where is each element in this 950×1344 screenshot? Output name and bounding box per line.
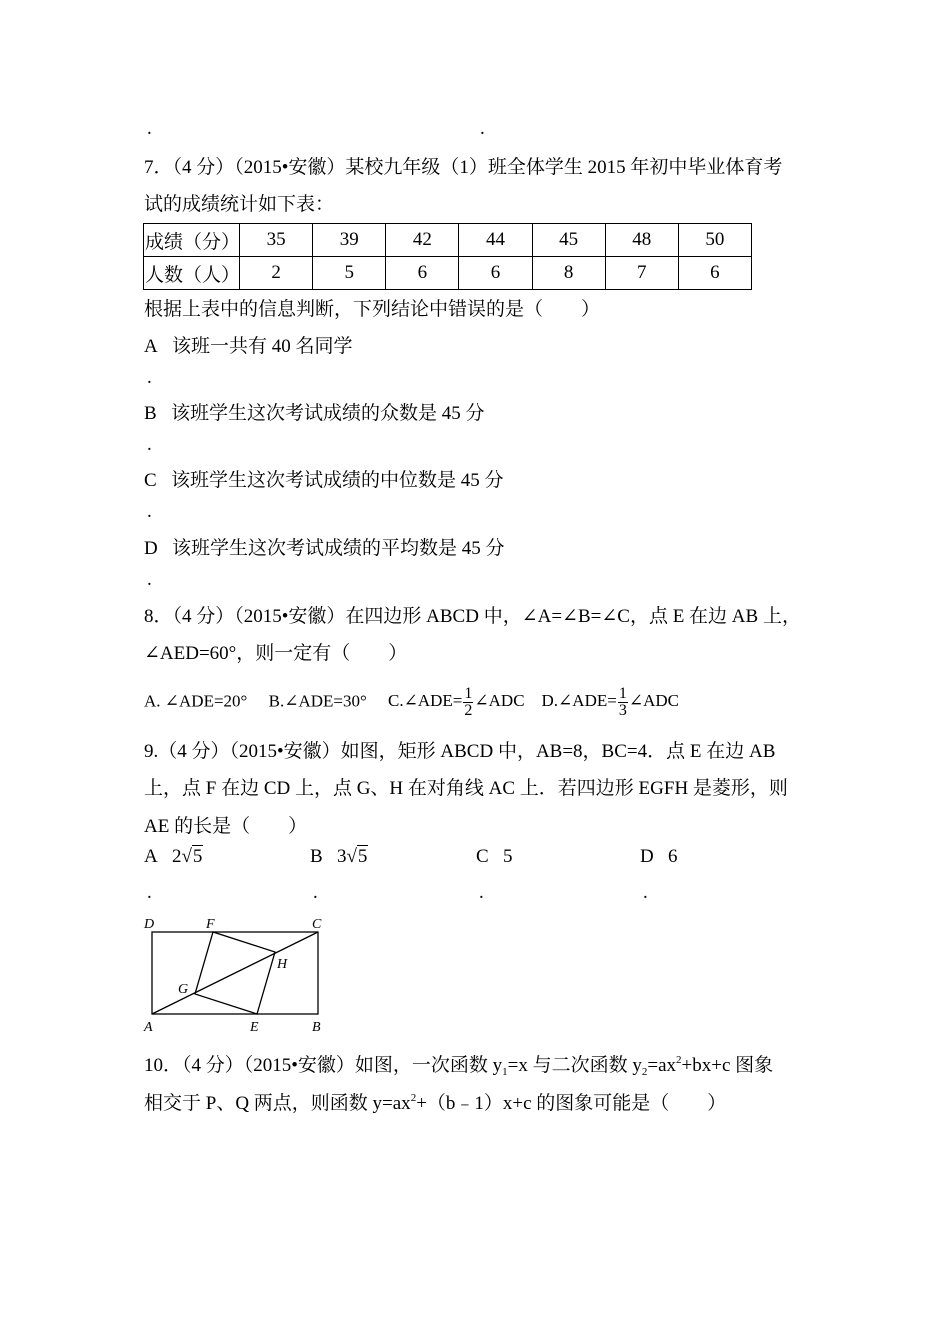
q9-option-a[interactable]	[144, 846, 203, 868]
table-row-scores	[144, 224, 752, 257]
q10-stem-line2	[144, 1088, 726, 1115]
label-b: B	[312, 1020, 321, 1035]
text-run: +bx+c 图象	[681, 1055, 774, 1076]
q7-stem-line1: 7．（4 分）（2015•安徽）某校九年级（1）班全体学生 2015 年初中毕业体育考	[144, 157, 783, 178]
fraction	[463, 686, 473, 719]
q7-option-a[interactable]	[144, 331, 353, 358]
option-dot: .	[147, 367, 152, 388]
table-header-score: 成绩（分）	[144, 224, 240, 257]
label-f: F	[206, 917, 215, 932]
q7-option-c[interactable]	[144, 465, 503, 492]
subscript: 2	[641, 1066, 648, 1078]
label-a: A	[144, 1020, 153, 1035]
option-coef: 2	[171, 846, 182, 867]
q8-options	[144, 686, 679, 719]
text-run: =ax	[647, 1055, 677, 1076]
option-prefix: D.∠ADE=	[541, 691, 617, 711]
option-dot: .	[147, 882, 152, 903]
option-radicand: 5	[357, 846, 368, 867]
table-cell: 48	[605, 224, 678, 257]
q8-option-a[interactable]: A. ∠ADE=20°	[144, 691, 248, 711]
table-header-count: 人数（人）	[144, 257, 240, 290]
option-prefix: C.∠ADE=	[388, 691, 463, 711]
table-row-counts	[144, 257, 752, 290]
fraction-denominator: 2	[464, 702, 473, 719]
table-cell: 42	[386, 224, 459, 257]
q7-option-d[interactable]	[144, 533, 505, 560]
stray-dot: .	[147, 118, 152, 139]
q9-option-c[interactable]	[476, 846, 512, 868]
table-cell: 45	[532, 224, 605, 257]
text-run: 相交于 P、Q 两点，则函数 y=ax	[144, 1093, 411, 1114]
table-cell: 8	[532, 257, 605, 290]
superscript: 2	[410, 1092, 417, 1104]
text-run: 10．（4 分）（2015•安徽）如图，一次函数 y	[144, 1055, 503, 1076]
option-letter: A	[144, 336, 158, 357]
option-letter: D	[144, 538, 158, 559]
fraction	[618, 686, 628, 719]
label-e: E	[250, 1020, 259, 1035]
option-text: 该班学生这次考试成绩的众数是 45 分	[170, 403, 485, 424]
fraction-numerator: 1	[618, 685, 627, 702]
option-suffix: ∠ADC	[628, 691, 679, 711]
table-cell: 39	[313, 224, 386, 257]
subscript: 1	[502, 1066, 508, 1078]
option-text: 该班学生这次考试成绩的中位数是 45 分	[170, 470, 504, 491]
option-text: 该班一共有 40 名同学	[171, 336, 353, 357]
q7-stem-line2: 试的成绩统计如下表：	[144, 194, 335, 215]
fraction-denominator: 3	[618, 702, 627, 719]
option-dot: .	[147, 501, 152, 522]
option-letter: C	[476, 846, 489, 867]
table-cell: 6	[386, 257, 459, 290]
q7-score-table	[143, 223, 752, 290]
option-text: 该班学生这次考试成绩的平均数是 45 分	[171, 538, 505, 559]
q8-option-d[interactable]	[541, 685, 679, 719]
option-dot: .	[147, 569, 152, 590]
q10-stem-line1	[144, 1050, 773, 1078]
label-g: G	[178, 982, 189, 997]
text-run: =x 与二次函数 y	[507, 1055, 642, 1076]
q8-option-b[interactable]: B.∠ADE=30°	[268, 691, 367, 711]
option-radicand: 5	[192, 846, 203, 867]
fraction-numerator: 1	[464, 685, 473, 702]
option-suffix: ∠ADC	[474, 691, 525, 711]
sqrt-icon: √	[346, 846, 357, 867]
q9-stem-line2: 上，点 F 在边 CD 上，点 G、H 在对角线 AC 上．若四边形 EGFH 是菱形，则	[144, 778, 788, 799]
text-run: +（b﹣1）x+c 的图象可能是（ ）	[416, 1093, 727, 1114]
option-letter: C	[144, 470, 157, 491]
sqrt-icon: √	[181, 846, 192, 867]
q7-question: 根据上表中的信息判断，下列结论中错误的是（ ）	[144, 299, 601, 320]
option-dot: .	[147, 434, 152, 455]
option-dot: .	[643, 882, 648, 903]
option-letter: A	[144, 846, 158, 867]
stray-dot: .	[480, 118, 485, 139]
option-letter: B	[144, 403, 157, 424]
diagonal-ac	[152, 932, 318, 1014]
label-h: H	[277, 957, 288, 972]
option-dot: .	[479, 882, 484, 903]
superscript: 2	[676, 1054, 682, 1066]
table-cell: 5	[313, 257, 386, 290]
table-cell: 44	[459, 224, 532, 257]
q9-option-d[interactable]	[640, 846, 677, 868]
q9-option-b[interactable]	[310, 846, 368, 868]
option-value: 6	[667, 846, 678, 867]
table-cell: 35	[240, 224, 313, 257]
option-coef: 3	[336, 846, 347, 867]
option-dot: .	[313, 882, 318, 903]
q8-option-c[interactable]	[388, 685, 525, 719]
option-value: 5	[502, 846, 513, 867]
q7-option-b[interactable]	[144, 398, 484, 425]
q9-stem-line1: 9.（4 分）（2015•安徽）如图，矩形 ABCD 中，AB=8，BC=4．点 E 在边 AB	[144, 741, 776, 762]
table-cell: 6	[459, 257, 532, 290]
table-cell: 50	[678, 224, 751, 257]
q9-stem-line3: AE 的长是（ ）	[144, 816, 308, 837]
rectangle-rhombus-figure	[140, 912, 340, 1037]
table-cell: 2	[240, 257, 313, 290]
table-cell: 6	[678, 257, 751, 290]
label-c: C	[312, 917, 322, 932]
option-letter: D	[640, 846, 654, 867]
option-letter: B	[310, 846, 323, 867]
table-cell: 7	[605, 257, 678, 290]
q8-stem-line2: ∠AED=60°，则一定有（ ）	[144, 643, 408, 664]
label-d: D	[144, 917, 155, 932]
q8-stem-line1: 8．（4 分）（2015•安徽）在四边形 ABCD 中，∠A=∠B=∠C，点 E 在边 AB 上，	[144, 606, 801, 627]
